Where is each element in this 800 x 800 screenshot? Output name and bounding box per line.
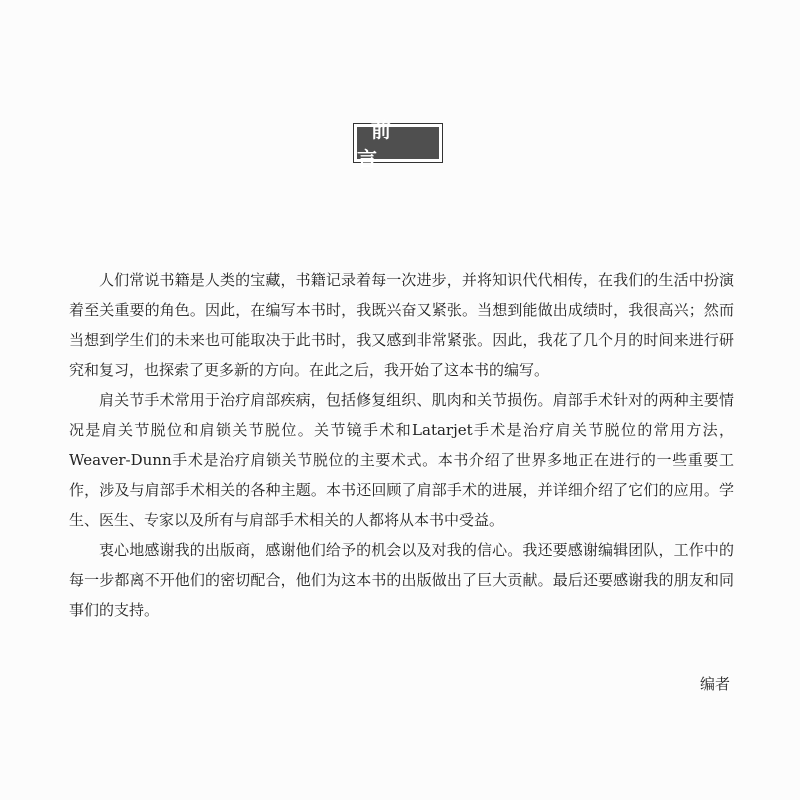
preface-title-box bbox=[353, 118, 443, 171]
preface-title: 前 言 bbox=[357, 127, 439, 159]
preface-paragraph-1: 人们常说书籍是人类的宝藏，书籍记录着每一次进步，并将知识代代相传，在我们的生活中扮演着至关重要的角色。因此，在编写本书时，我既兴奋又紧张。当想到能做出成绩时，我很高兴；然而当想到学生们的未来也可能取决于此书时，我又感到非常紧张。因此，我花了几个月的时间来进行研究和复习，也探索了更多新的方向。在此之后，我开始了这本书的编写。 bbox=[69, 271, 734, 379]
preface-paragraph-3: 衷心地感谢我的出版商，感谢他们给予的机会以及对我的信心。我还要感谢编辑团队，工作中的每一步都离不开他们的密切配合，他们为这本书的出版做出了巨大贡献。最后还要感谢我的朋友和同事们的支持。 bbox=[69, 541, 734, 619]
preface-author: 编者 bbox=[699, 675, 730, 693]
preface-paragraph-2: 肩关节手术常用于治疗肩部疾病，包括修复组织、肌肉和关节损伤。肩部手术针对的两种主要情况是肩关节脱位和肩锁关节脱位。关节镜手术和Latarjet手术是治疗肩关节脱位的常用方法，Weaver-Dunn手术是治疗肩锁关节脱位的主要术式。本书介绍了世界多地正在进行的一些重要工作，涉及与肩部手术相关的各种主题。本书还回顾了肩部手术的进展，并详细介绍了它们的应用。学生、医生、专家以及所有与肩部手术相关的人都将从本书中受益。 bbox=[69, 391, 734, 529]
preface-body bbox=[69, 265, 734, 625]
